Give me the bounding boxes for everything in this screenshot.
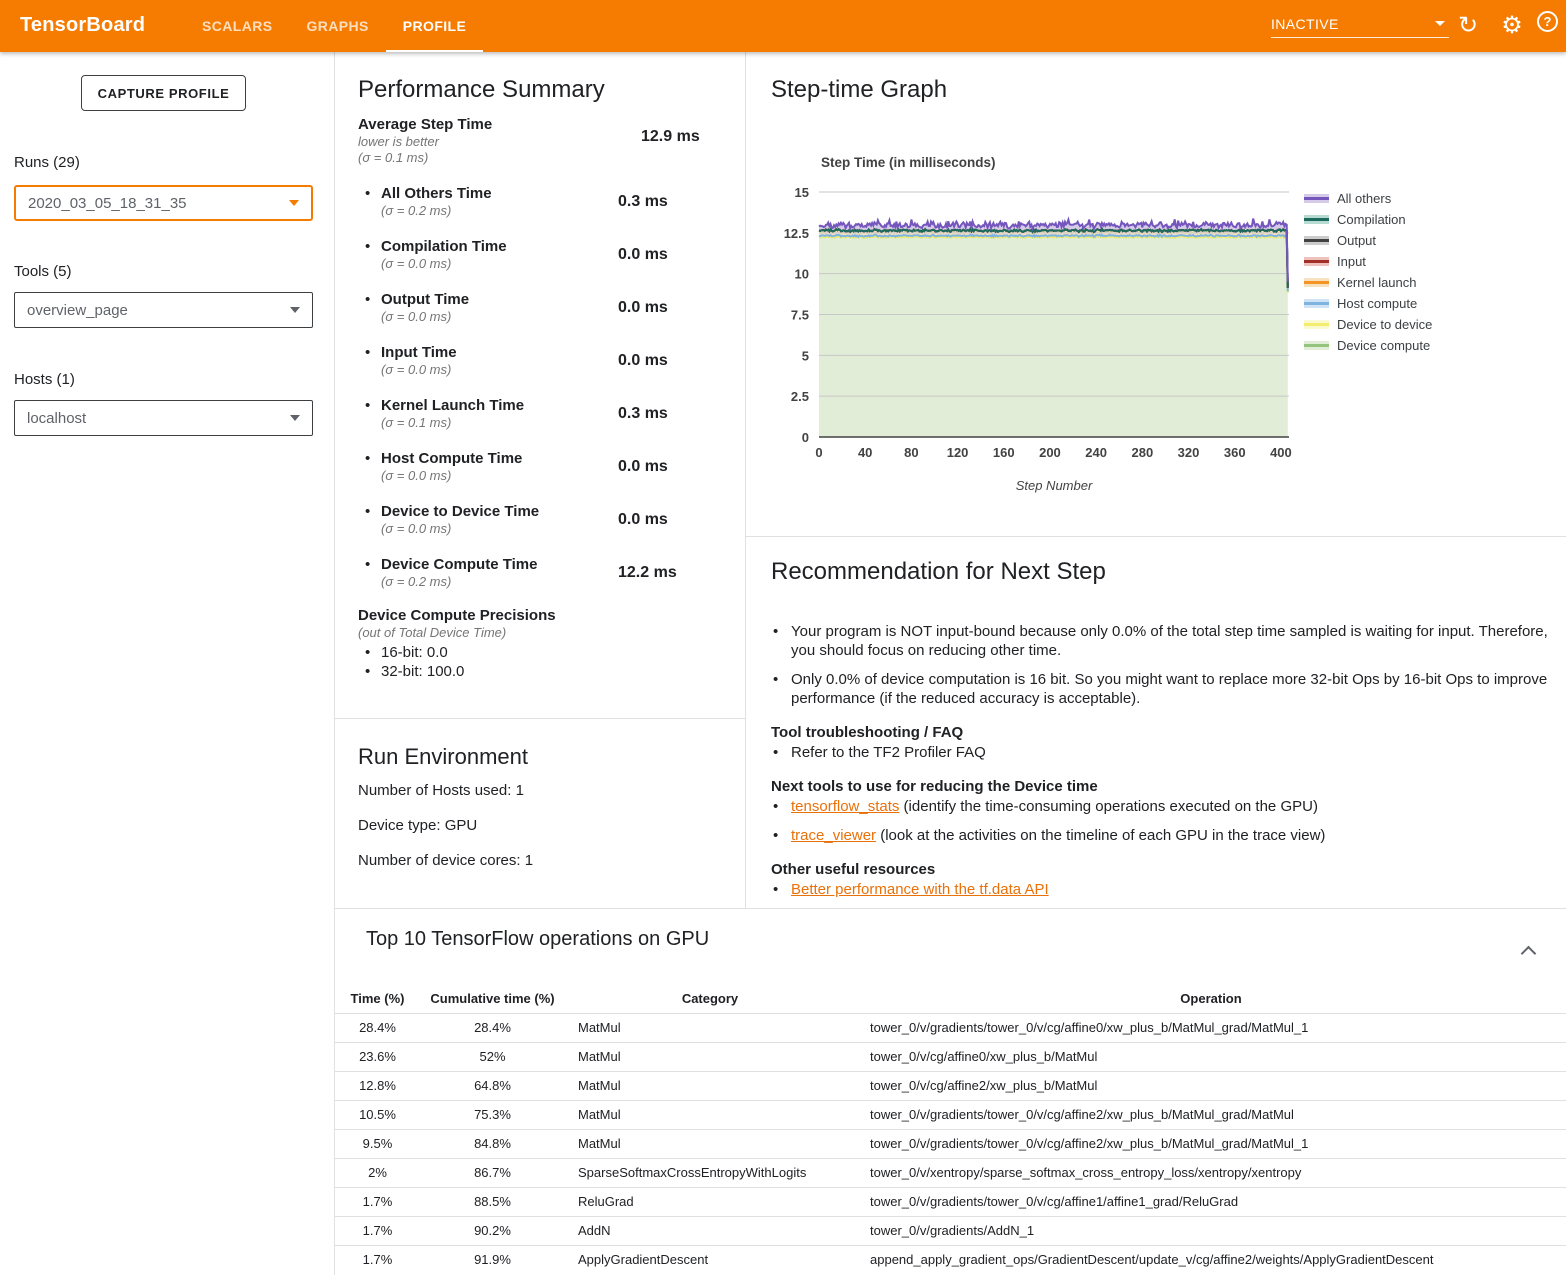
precisions-note: (out of Total Device Time) [358,625,507,640]
table-cell: MatMul [565,1100,855,1129]
bullet: • [365,185,371,202]
legend-item [1304,293,1432,314]
svg-text:5: 5 [801,348,809,364]
metric-sigma: (σ = 0.2 ms) [381,203,452,218]
svg-text:320: 320 [1177,445,1200,460]
resources-items [771,880,1551,899]
metric-sigma: (σ = 0.2 ms) [381,574,452,589]
device-compute-precisions [358,607,708,681]
resources-header: Other useful resources [771,861,936,878]
table-cell: 88.5% [420,1187,565,1216]
bullet: • [365,344,371,361]
table-cell: ApplyGradientDescent [565,1245,855,1274]
refresh-icon[interactable]: ↻ [1457,12,1479,39]
legend-label: All others [1337,191,1392,206]
metric-value: 12.2 ms [618,564,677,581]
metric-sigma: (σ = 0.0 ms) [381,468,452,483]
vertical-divider [745,52,746,908]
hosts-label: Hosts (1) [14,371,75,388]
faq-items [771,743,1551,762]
chevron-down-icon [289,200,299,206]
bullet: • [365,291,371,308]
table-header-row [335,985,1566,1013]
metric-value: 0.0 ms [618,458,668,475]
tool-link[interactable]: trace_viewer [791,827,877,844]
app-title: TensorBoard [20,14,146,36]
faq-header: Tool troubleshooting / FAQ [771,724,964,741]
table-row [335,1129,1566,1158]
metric-value: 0.0 ms [618,299,668,316]
bullet: • [365,556,371,573]
table-row [335,1042,1566,1071]
main-content [334,52,1566,1275]
metric-row [358,450,708,503]
next-tools-items [771,797,1551,845]
table-cell: 10.5% [335,1100,420,1129]
nav-tabs [185,0,483,52]
precisions-label: Device Compute Precisions [358,607,556,624]
table-cell: 64.8% [420,1071,565,1100]
table-row [335,1071,1566,1100]
legend-label: Device compute [1337,338,1431,353]
legend-swatch [1304,257,1329,266]
table-cell: 1.7% [335,1245,420,1274]
runs-dropdown[interactable] [14,185,313,221]
metric-row [358,344,708,397]
table-row [335,1216,1566,1245]
precision-item: • 16-bit: 0.0 [358,643,708,662]
column-header: Category [681,991,739,1007]
metric-value: 12.9 ms [641,128,700,145]
legend-swatch [1304,194,1329,203]
table-cell: MatMul [565,1042,855,1071]
recommendation-body [771,586,1551,909]
list-item [771,880,1551,899]
metric-sigma: (σ = 0.1 ms) [358,150,429,165]
metric-value: 0.0 ms [618,511,668,528]
divider [335,718,745,719]
legend-label: Host compute [1337,296,1418,311]
metric-label: Average Step Time [358,116,493,133]
tools-label: Tools (5) [14,263,72,280]
step-time-graph-title: Step-time Graph [771,76,948,103]
table-cell: 90.2% [420,1216,565,1245]
table-cell: tower_0/v/gradients/AddN_1 [855,1216,1566,1245]
capture-profile-button[interactable]: CAPTURE PROFILE [81,75,246,111]
metric-value: 0.0 ms [618,246,668,263]
metric-label: Device to Device Time [381,503,540,520]
svg-text:2.5: 2.5 [790,389,809,405]
app-header [0,0,1566,52]
svg-text:0: 0 [801,430,809,445]
bullet: • [365,238,371,255]
legend-item [1304,209,1432,230]
table-cell: AddN [565,1216,855,1245]
table-cell: MatMul [565,1129,855,1158]
table-cell: tower_0/v/cg/affine2/xw_plus_b/MatMul [855,1071,1566,1100]
table-cell: SparseSoftmaxCrossEntropyWithLogits [565,1158,855,1187]
metric-value: 0.0 ms [618,352,668,369]
svg-text:400: 400 [1270,445,1292,460]
svg-text:7.5: 7.5 [790,307,809,323]
hosts-selected-value: localhost [27,409,87,427]
table-cell: 28.4% [420,1013,565,1042]
column-header: Time (%) [350,991,405,1007]
run-environment-title: Run Environment [358,744,528,769]
bullet: • [365,503,371,520]
metric-label: Device Compute Time [381,556,538,573]
table-cell: 86.7% [420,1158,565,1187]
table-cell: 75.3% [420,1100,565,1129]
legend-swatch [1304,215,1329,224]
table-cell: 52% [420,1042,565,1071]
metric-value: 0.3 ms [618,405,668,422]
top-ops-table [335,985,1566,1274]
svg-text:120: 120 [946,445,969,460]
step-time-chart [771,130,1331,500]
precision-item: • 32-bit: 100.0 [358,662,708,681]
legend-item [1304,272,1432,293]
metric-sigma: (σ = 0.0 ms) [381,521,452,536]
metric-label: Host Compute Time [381,450,523,467]
table-cell: tower_0/v/cg/affine0/xw_plus_b/MatMul [855,1042,1566,1071]
metric-label: Kernel Launch Time [381,397,525,414]
list-item: • Only 0.0% of device computation is 16 bit. So you might want to replace more 32-bit Ops by 16-bit Ops to improve performance (if the reduced accuracy is acceptable). [771,670,1551,708]
metric-sigma: (σ = 0.0 ms) [381,362,452,377]
legend-item [1304,188,1432,209]
svg-text:0: 0 [815,445,823,460]
svg-text:Step Number: Step Number [1015,478,1093,493]
legend-swatch [1304,320,1329,329]
table-cell: 23.6% [335,1042,420,1071]
sidebar [0,52,334,1275]
metric-label: Compilation Time [381,238,507,255]
table-cell: 1.7% [335,1187,420,1216]
metrics-list [358,185,708,609]
metric-row [358,291,708,344]
table-cell: 9.5% [335,1129,420,1158]
svg-text:80: 80 [904,445,919,460]
legend-label: Device to device [1337,317,1433,332]
legend-item [1304,314,1432,335]
recommendation-title: Recommendation for Next Step [771,558,1106,585]
run-env-item: Device type: GPU [358,817,478,834]
tab-scalars[interactable]: SCALARS [202,18,273,34]
table-cell: 1.7% [335,1216,420,1245]
tools-selected-value: overview_page [27,301,128,319]
table-cell: 91.9% [420,1245,565,1274]
resource-link[interactable]: Better performance with the tf.data API [791,881,1049,898]
metric-row [358,185,708,238]
table-cell: MatMul [565,1013,855,1042]
table-cell: tower_0/v/gradients/tower_0/v/cg/affine1/affine1_grad/ReluGrad [855,1187,1566,1216]
legend-label: Kernel launch [1337,275,1417,290]
table-row [335,1100,1566,1129]
table-row [335,1158,1566,1187]
table-cell: tower_0/v/gradients/tower_0/v/cg/affine0/xw_plus_b/MatMul_grad/MatMul_1 [855,1013,1566,1042]
table-cell: 12.8% [335,1071,420,1100]
bullet: • [365,397,371,414]
table-cell: tower_0/v/gradients/tower_0/v/cg/affine2/xw_plus_b/MatMul_grad/MatMul [855,1100,1566,1129]
svg-text:360: 360 [1223,445,1246,460]
svg-text:12.5: 12.5 [783,225,809,241]
table-cell: MatMul [565,1071,855,1100]
performance-summary-title: Performance Summary [358,76,605,103]
help-icon[interactable]: ? [1537,11,1558,32]
runs-selected-value: 2020_03_05_18_31_35 [28,194,187,212]
tool-link[interactable]: tensorflow_stats [791,798,900,815]
legend-label: Input [1337,254,1366,269]
chevron-down-icon [290,307,300,313]
legend-swatch [1304,278,1329,287]
metric-label: All Others Time [381,185,492,202]
legend-swatch [1304,341,1329,350]
gear-icon[interactable]: ⚙ [1501,12,1523,39]
legend-swatch [1304,236,1329,245]
reload-status-dropdown[interactable] [1271,10,1449,38]
reload-status-value: INACTIVE [1271,15,1339,32]
table-row [335,1245,1566,1274]
metric-row [358,503,708,556]
hosts-dropdown[interactable] [14,400,313,436]
legend-label: Compilation [1337,212,1406,227]
legend-swatch [1304,299,1329,308]
table-row [335,1013,1566,1042]
svg-text:10: 10 [794,266,809,282]
legend-item [1304,230,1432,251]
metric-sigma: (σ = 0.1 ms) [381,415,452,430]
divider [745,536,1566,537]
bullet: • [365,450,371,467]
list-item: • Your program is NOT input-bound because only 0.0% of the total step time sampled is waiting for input. Therefore, you should focus on reducing other time. [771,622,1551,660]
list-item: • Refer to the TF2 Profiler FAQ [771,743,1551,762]
metric-label: Output Time [381,291,470,308]
tab-profile[interactable]: PROFILE [386,0,483,52]
table-cell: tower_0/v/xentropy/sparse_softmax_cross_entropy_loss/xentropy/xentropy [855,1158,1566,1187]
table-cell: 28.4% [335,1013,420,1042]
metric-label: Input Time [381,344,457,361]
metric-row [358,238,708,291]
svg-text:200: 200 [1039,445,1061,460]
svg-text:240: 240 [1085,445,1108,460]
legend-label: Output [1337,233,1377,248]
list-item: • trace_viewer (look at the activities on the timeline of each GPU in the trace view) [771,826,1551,845]
chevron-down-icon [1435,21,1445,26]
svg-text:15: 15 [794,185,809,200]
column-header: Operation [1180,991,1242,1007]
table-cell: tower_0/v/gradients/tower_0/v/cg/affine2/xw_plus_b/MatMul_grad/MatMul_1 [855,1129,1566,1158]
metric-note: lower is better [358,134,439,149]
list-item: • tensorflow_stats (identify the time-consuming operations executed on the GPU) [771,797,1551,816]
chart-legend [1304,188,1432,356]
metric-sigma: (σ = 0.0 ms) [381,256,452,271]
metric-row [358,556,708,609]
recommendation-bullets [771,622,1551,708]
chevron-down-icon [290,415,300,421]
top-ops-title: Top 10 TensorFlow operations on GPU [366,928,710,950]
runs-label: Runs (29) [14,154,80,171]
table-cell: append_apply_gradient_ops/GradientDescent/update_v/cg/affine2/weights/ApplyGradientDescent [855,1245,1566,1274]
svg-text:280: 280 [1131,445,1154,460]
column-header: Cumulative time (%) [430,991,555,1007]
precisions-items [358,643,708,681]
next-tools-header: Next tools to use for reducing the Device time [771,778,1098,795]
run-env-item: Number of device cores: 1 [358,852,534,869]
metric-row [358,397,708,450]
legend-item [1304,251,1432,272]
tab-graphs[interactable]: GRAPHS [306,18,369,34]
average-step-time [358,116,708,166]
legend-item [1304,335,1432,356]
table-cell: 2% [335,1158,420,1187]
svg-text:Step Time (in milliseconds): Step Time (in milliseconds) [821,155,996,170]
run-env-item: Number of Hosts used: 1 [358,782,524,799]
table-cell: ReluGrad [565,1187,855,1216]
tools-dropdown[interactable] [14,292,313,328]
metric-value: 0.3 ms [618,193,668,210]
table-row [335,1187,1566,1216]
run-environment-items [358,782,533,887]
metric-sigma: (σ = 0.0 ms) [381,309,452,324]
svg-text:160: 160 [992,445,1015,460]
table-cell: 84.8% [420,1129,565,1158]
svg-text:40: 40 [857,445,873,460]
collapse-chevron-icon[interactable] [1521,946,1537,962]
